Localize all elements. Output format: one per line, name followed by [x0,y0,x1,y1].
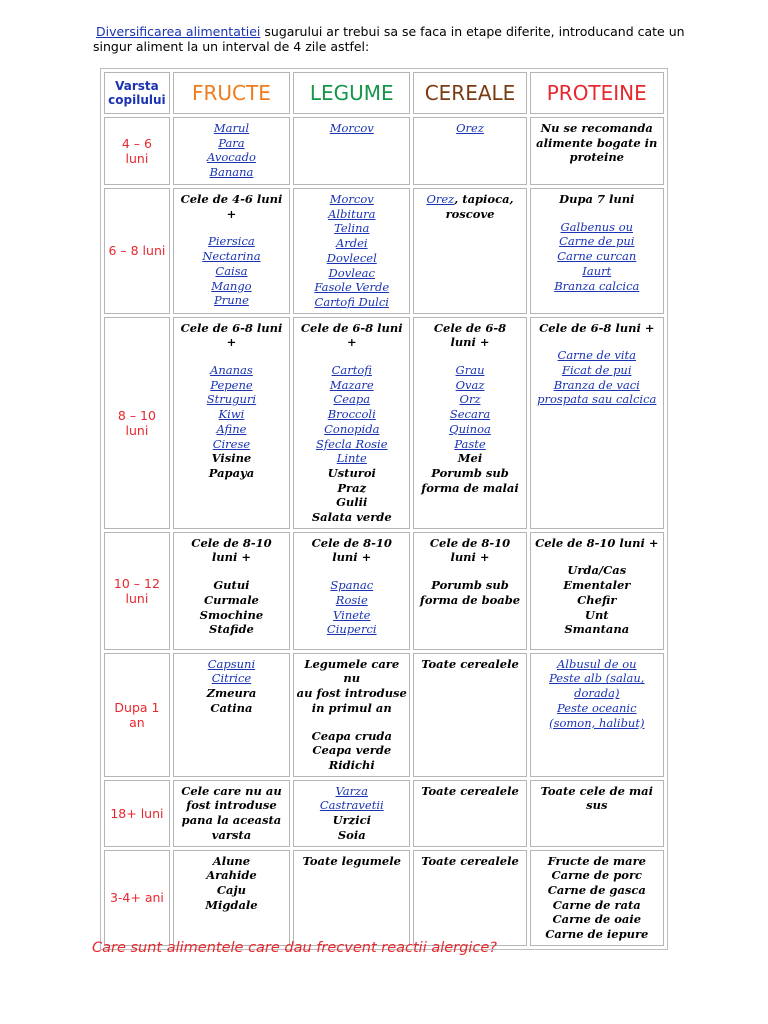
fructe-cell [173,850,290,946]
food-text: Caju [216,882,247,897]
food-text: luni + [450,550,490,565]
proteine-cell [530,653,664,777]
age-header-line2: copilului [108,93,166,107]
food-text: Carne de gasca [547,882,646,897]
food-link[interactable]: Telina [334,221,370,236]
food-link[interactable]: Caisa [215,263,248,278]
food-link[interactable]: Cartofi [331,363,372,378]
food-text: Ceapa cruda [311,728,392,743]
proteine-cell [530,780,664,847]
food-link[interactable]: Carne de vita [557,348,637,363]
food-text: varsta [211,827,252,842]
food-link[interactable]: Castravetii [319,798,384,813]
food-text: Cele care nu au [181,783,282,798]
food-text: Cele de 4-6 luni + [180,192,283,221]
food-link[interactable]: Conopida [324,421,380,436]
food-text: Cele de 6-8 luni + [539,320,655,335]
food-link[interactable]: Carne de pui [559,234,635,249]
food-text: Praz [337,480,367,495]
age-label: 4 – 6 [121,136,152,151]
age-cell [104,188,170,314]
age-label: 3-4+ ani [109,890,164,906]
food-text: Urzici [332,813,371,828]
food-link[interactable]: Ciuperci [326,622,377,637]
age-label: 10 – 12 [113,575,160,591]
food-text: Curmale [204,592,259,607]
table-row [104,317,664,529]
food-link[interactable]: prospata sau calcica [537,392,657,407]
food-text: Ridichi [328,757,375,772]
food-text: Cele de 8-10 [191,535,272,550]
table-row [104,188,664,314]
food-link[interactable]: Cartofi Dulci [314,294,389,309]
food-link[interactable]: Branza de vaci [553,377,640,392]
legume-cell [293,532,410,650]
food-link[interactable]: Morcov [329,192,374,206]
cereale-cell [413,850,526,946]
food-text: Soia [337,827,366,842]
food-text: Toate cerealele [421,656,519,671]
food-text: Zmeura [206,686,257,701]
fructe-cell [173,117,290,185]
food-text: luni + [450,335,490,350]
cereale-cell [413,532,526,650]
food-text: Porumb sub [431,465,509,480]
food-text: , tapioca, [454,192,514,206]
intro-line1-text: sugarului ar trebui sa se faca in etape diferite, introducand cate un [260,24,685,39]
legume-cell [293,188,410,314]
table-header-row [104,72,664,114]
food-text: Cele de 6-8 luni + [300,320,403,350]
food-text: Gulii [336,495,368,510]
food-text: Smochine [199,607,264,622]
food-text: Unt [584,607,609,622]
food-link[interactable]: Banana [209,165,254,180]
food-item [416,192,523,207]
spacer [533,550,661,563]
food-link[interactable]: Ardei [335,236,368,251]
age-cell [104,780,170,847]
age-label: luni [125,422,149,438]
fructe-column-header: FRUCTE [173,72,290,114]
fructe-cell [173,188,290,314]
legume-column-header: LEGUME [293,72,410,114]
age-label: 18+ luni [110,805,164,821]
food-text: Carne de iepure [545,927,649,942]
proteine-cell [530,317,664,529]
table-row [104,780,664,847]
food-text: alimente bogate in [536,135,658,150]
cereale-cell [413,117,526,185]
fructe-cell [173,532,290,650]
spacer [416,350,523,363]
food-text: Carne de porc [551,868,643,883]
food-link[interactable]: Cirese [212,436,251,451]
food-link[interactable]: Dovlecel [326,250,377,265]
cereale-column-header: CEREALE [413,72,526,114]
age-cell [104,317,170,529]
food-text: Arahide [206,868,257,883]
food-link[interactable]: Capsuni [207,656,256,671]
food-text: Ementaler [563,578,631,593]
food-link[interactable]: Afine [216,421,247,436]
food-link[interactable]: Spanac [330,578,374,593]
food-link[interactable]: Peste oceanic [556,700,637,715]
legume-cell [293,317,410,529]
food-link[interactable]: Sfecla Rosie [315,436,388,451]
table-row [104,117,664,185]
food-text: Urda/Cas [567,563,627,578]
food-link[interactable]: Orez [426,192,455,206]
table-row [104,850,664,946]
food-text: Cele de 6-8 [433,320,507,335]
spacer [176,350,287,363]
food-text: Toate cele de mai [540,783,653,798]
food-link[interactable]: Ovaz [455,377,485,392]
food-text: forma de boabe [419,592,521,607]
food-link[interactable]: Marul [213,121,250,135]
food-link[interactable]: Fasole Verde [314,280,390,295]
spacer [176,565,287,578]
food-link[interactable]: Pepene [210,377,253,392]
food-text: Cele de 6-8 luni + [180,320,283,350]
spacer [296,350,407,363]
food-link[interactable]: Avocado [207,150,256,165]
food-link[interactable]: Secara [449,407,491,422]
food-text: Salata verde [311,510,392,525]
proteine-column-header: PROTEINE [530,72,664,114]
food-link[interactable]: Varza [335,783,369,798]
spacer [533,207,661,220]
cereale-cell [413,317,526,529]
food-text: roscove [445,206,495,221]
food-link[interactable]: Kiwi [218,407,245,422]
food-text: Cele de 8-10 [429,535,511,550]
food-link[interactable]: Mazare [329,377,374,392]
food-link[interactable]: Peste alb (salau, [549,671,645,686]
food-text: Chefir [577,592,617,607]
food-text: proteine [569,150,624,165]
fructe-cell [173,780,290,847]
food-link[interactable]: Morcov [329,121,374,135]
food-text: Visine [211,451,252,466]
food-link[interactable]: Broccoli [327,407,376,422]
proteine-cell [530,117,664,185]
age-cell [104,532,170,650]
food-link[interactable]: Galbenus ou [560,219,634,234]
fructe-cell [173,317,290,529]
food-text: Dupa 7 luni [559,192,635,206]
food-text: Mei [457,451,483,466]
age-label: 8 – 10 [117,407,156,423]
legume-cell [293,653,410,777]
food-text: forma de malai [421,480,519,495]
table-row [104,653,664,777]
food-link[interactable]: Para [218,135,245,150]
age-label: 6 – 8 luni [108,243,166,259]
spacer [416,565,523,578]
food-text: Migdale [205,897,258,912]
food-link[interactable]: Branza calcica [554,278,640,293]
spacer [533,335,661,348]
table-row [104,532,664,650]
food-text: luni + [211,550,251,565]
food-text: sus [586,798,608,813]
diversificare-link[interactable]: Diversificarea alimentatiei [96,24,261,39]
legume-cell [293,850,410,946]
food-link[interactable]: Struguri [206,392,257,407]
food-text: Carne de oaie [552,912,642,927]
food-link[interactable]: Rosie [335,592,368,607]
food-link[interactable]: Dovleac [328,265,375,280]
food-text: Usturoi [327,465,376,480]
food-text: Cele de 8-10 [311,535,392,550]
food-link[interactable]: Vinete [333,607,371,622]
food-link[interactable]: Quinoa [449,421,491,436]
age-label: Dupa 1 [114,699,160,715]
food-text: Gutui [213,578,250,593]
food-link[interactable]: Linte [336,451,367,466]
age-label: luni [125,590,149,606]
food-text: Carne de rata [552,897,641,912]
food-link[interactable]: Orz [459,392,481,407]
food-text: fost introduse [186,798,277,813]
table-body [104,117,664,946]
food-text: luni + [332,550,372,565]
food-link[interactable]: Citrice [211,671,252,686]
food-text: Stafide [209,622,254,637]
food-text: Alune [212,853,251,868]
proteine-cell [530,532,664,650]
proteine-cell [530,850,664,946]
food-text: Smantana [564,622,630,637]
food-text: Toate cerealele [421,783,519,798]
intro-paragraph [93,24,693,54]
cereale-cell [413,780,526,847]
proteine-cell [530,188,664,314]
food-link[interactable]: Carne curcan [557,249,637,264]
food-link[interactable]: dorada) [574,686,620,701]
age-label: an [129,714,145,730]
food-text: Nu se recomanda [540,121,653,135]
food-text: Legumele care nu [304,656,400,686]
food-link[interactable]: Iaurt [582,263,612,278]
food-link[interactable]: Grau [455,363,485,378]
age-column-header [104,72,170,114]
food-text: Ceapa verde [312,743,392,758]
food-link[interactable]: Ceapa [333,392,371,407]
age-label: luni [125,151,149,166]
food-text: in primul an [311,700,392,715]
food-text: Porumb sub [431,578,509,593]
allergy-question: Care sunt alimentele care dau frecvent reactii alergice? [92,940,497,956]
age-cell [104,117,170,185]
diversification-table [100,68,668,950]
spacer [176,221,287,234]
food-text: Toate cerealele [421,853,519,868]
food-link[interactable]: Nectarina [202,249,261,264]
food-link[interactable]: Ananas [210,363,253,378]
food-text: Cele de 8-10 luni + [535,535,659,550]
intro-line2-text: singur aliment la un interval de 4 zile astfel: [93,39,370,54]
food-text: Toate legumele [302,853,401,868]
food-link[interactable]: Prune [214,293,249,308]
food-link[interactable]: Albusul de ou [557,656,637,671]
food-link[interactable]: (somon, halibut) [549,715,645,730]
cereale-cell [413,653,526,777]
food-link[interactable]: Piersica [208,234,255,249]
legume-cell [293,780,410,847]
food-link[interactable]: Paste [454,436,486,451]
food-text: pana la aceasta [181,813,282,828]
fructe-cell [173,653,290,777]
age-cell [104,653,170,777]
age-cell [104,850,170,946]
food-text: Fructe de mare [547,853,646,868]
age-header-line1: Varsta [115,79,159,93]
legume-cell [293,117,410,185]
food-link[interactable]: Ficat de pui [562,363,632,378]
food-link[interactable]: Albitura [328,206,376,221]
food-text: Papaya [208,465,255,480]
food-link[interactable]: Orez [456,121,484,135]
spacer [296,565,407,578]
food-text: au fost introduse [296,686,407,701]
spacer [296,716,407,729]
food-link[interactable]: Mango [211,278,252,293]
food-text: Catina [210,700,253,715]
cereale-cell [413,188,526,314]
